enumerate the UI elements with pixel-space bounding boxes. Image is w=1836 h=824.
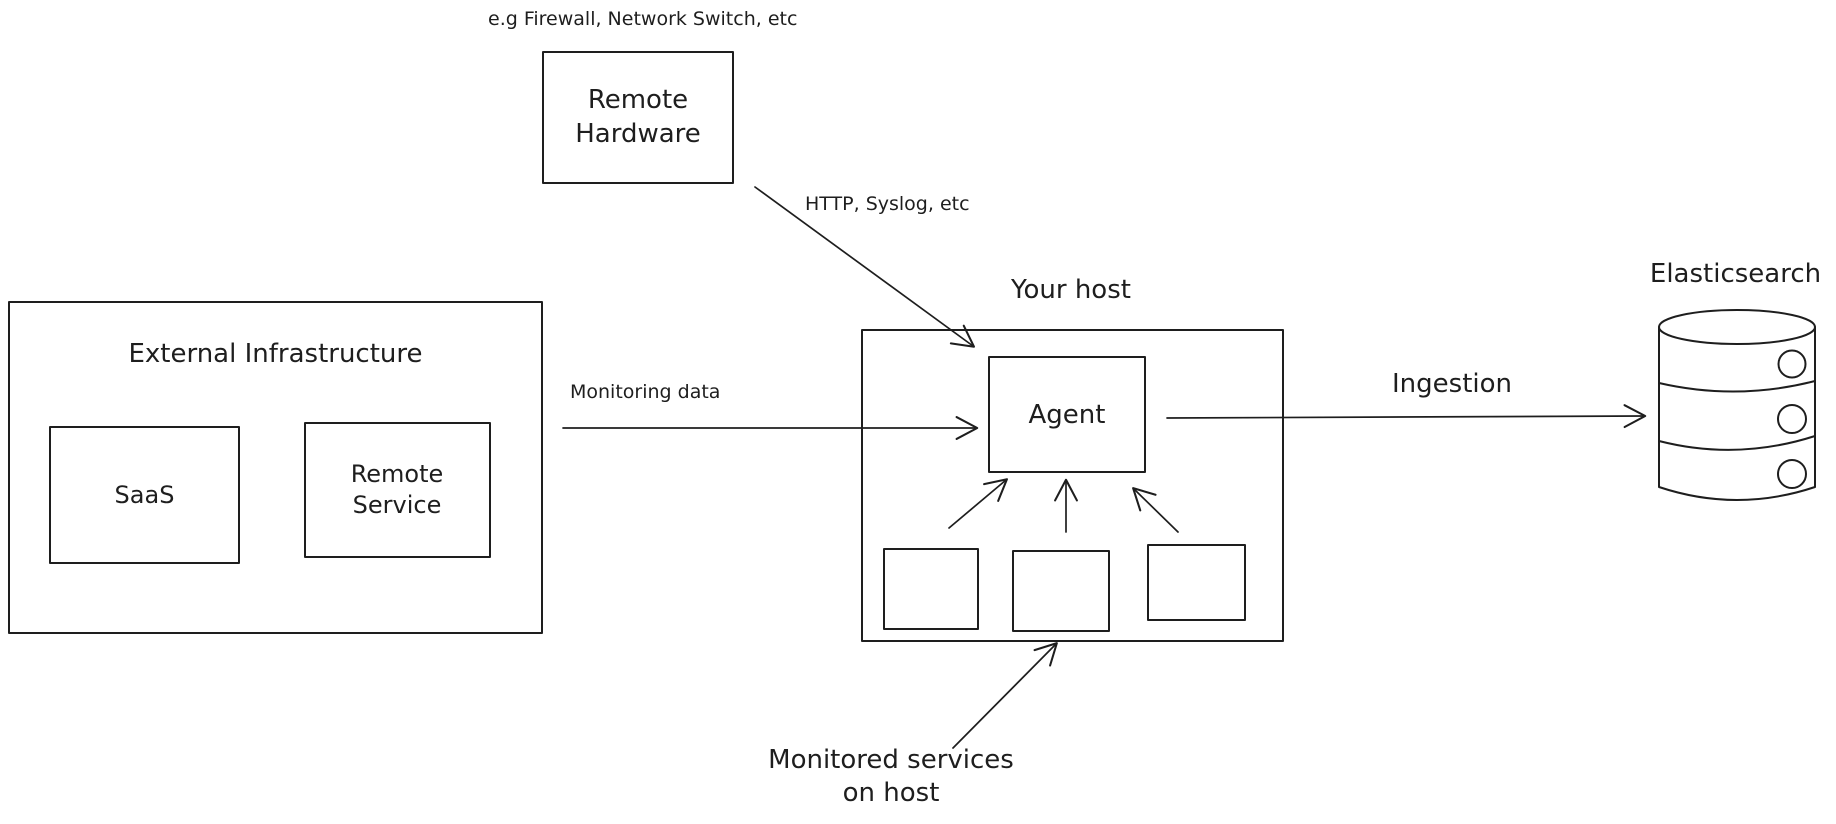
agent-label: Agent bbox=[1028, 399, 1106, 430]
ingestion-label: Ingestion bbox=[1392, 369, 1512, 399]
database-divider-1 bbox=[1659, 381, 1815, 392]
elasticsearch-label: Elasticsearch bbox=[1649, 259, 1822, 289]
service-arrow-left bbox=[949, 480, 1006, 528]
saas-label: SaaS bbox=[114, 481, 175, 509]
monitored-services-arrow bbox=[953, 644, 1056, 748]
database-top-ellipse bbox=[1659, 310, 1815, 344]
monitored-service-box-2 bbox=[1013, 551, 1109, 631]
monitored-service-box-3 bbox=[1148, 545, 1245, 620]
firewall-note-label: e.g Firewall, Network Switch, etc bbox=[488, 8, 798, 30]
elasticsearch-database-icon bbox=[1659, 310, 1815, 500]
database-dot-2 bbox=[1778, 405, 1806, 433]
remote-service-label: Remote Service bbox=[350, 459, 444, 519]
http-syslog-label: HTTP, Syslog, etc bbox=[805, 193, 970, 215]
ingestion-arrow bbox=[1167, 416, 1644, 418]
database-divider-2 bbox=[1659, 436, 1815, 450]
database-dot-1 bbox=[1779, 351, 1806, 378]
database-body bbox=[1659, 327, 1815, 500]
remote-hardware-label: Remote Hardware bbox=[575, 84, 701, 149]
monitored-service-box-1 bbox=[884, 549, 978, 629]
monitoring-data-label: Monitoring data bbox=[570, 381, 721, 403]
database-dot-3 bbox=[1778, 460, 1806, 488]
monitored-services-label: Monitored services on host bbox=[768, 745, 1014, 809]
your-host-label: Your host bbox=[1011, 275, 1131, 305]
external-infrastructure-label: External Infrastructure bbox=[128, 339, 423, 369]
service-arrow-right bbox=[1134, 489, 1178, 532]
